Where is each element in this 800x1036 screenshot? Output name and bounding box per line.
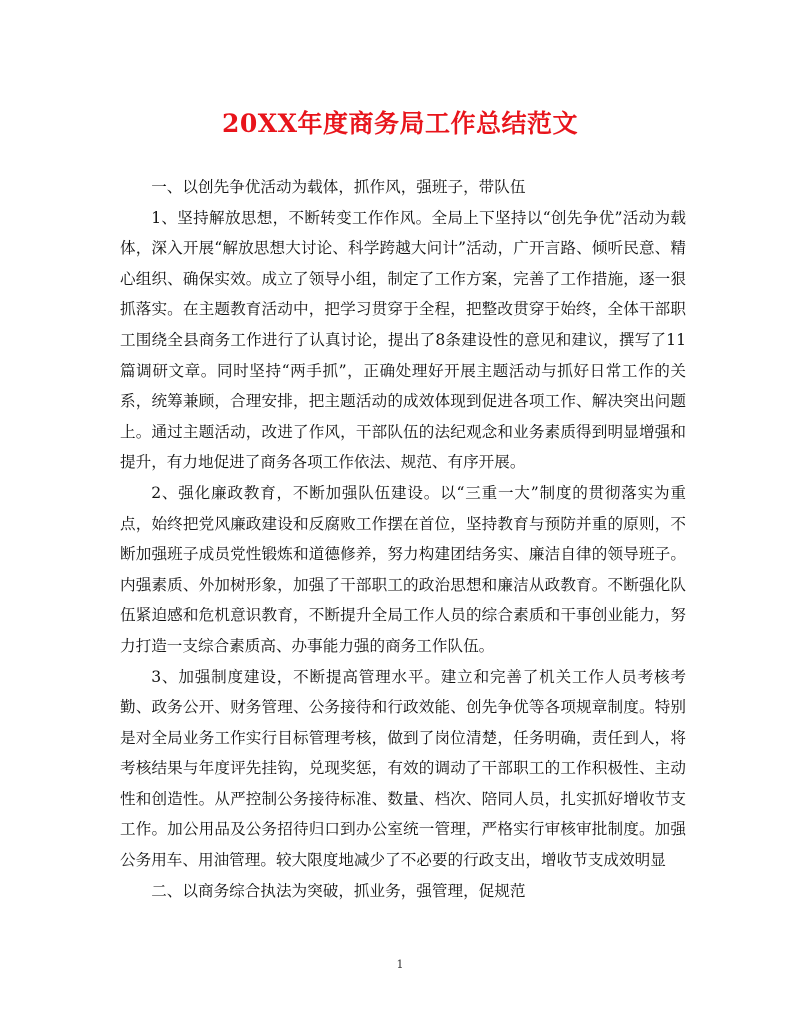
document-title: 20XX年度商务局工作总结范文 <box>221 109 579 138</box>
section-heading-2: 二、以商务综合执法为突破，抓业务，强管理，促规范 <box>151 881 526 900</box>
page-number: 1 <box>396 958 404 971</box>
paragraph-1: 1、坚持解放思想，不断转变工作作风。全局上下坚持以“创先争优”活动为载体，深入开展“解放思想大讨论、科学跨越大问计”活动，广开言路、倾听民意、精心组织、确保实效。成立了领导小组，制定了工作方案，完善了工作措施，逐一狠抓落实。在主题教育活动中，把学习贯穿于全程，把整改贯穿于始终，全体干部职工围绕全县商务工作进行了认真讨论，提出了8条建设性的意见和建议，撰写了11篇调研文章。同时坚持“两手抓”，正确处理好开展主题活动与抓好日常工作的关系，统筹兼顾，合理安排，把主题活动的成效体现到促进各项工作、解决突出问题上。通过主题活动，改进了作风，干部队伍的法纪观念和业务素质得到明显增强和提升，有力地促进了商务各项工作依法、规范、有序开展。 <box>120 208 686 472</box>
section-heading-1: 一、以创先争优活动为载体，抓作风，强班子，带队伍 <box>151 178 526 196</box>
paragraph-2: 2、强化廉政教育，不断加强队伍建设。以“三重一大”制度的贯彻落实为重点，始终把党风廉政建设和反腐败工作摆在首位，坚持教育与预防并重的原则，不断加强班子成员党性锻炼和道德修养，努力构建团结务实、廉洁自律的领导班子。内强素质、外加树形象，加强了干部职工的政治思想和廉洁从政教育。不断强化队伍紧迫感和危机意识教育，不断提升全局工作人员的综合素质和干事创业能力，努力打造一支综合素质高、办事能力强的商务工作队伍。 <box>120 483 686 655</box>
document-body <box>120 172 686 906</box>
paragraph-3: 3、加强制度建设，不断提高管理水平。建立和完善了机关工作人员考核考勤、政务公开、财务管理、公务接待和行政效能、创先争优等各项规章制度。特别是对全局业务工作实行目标管理考核，做到了岗位清楚，任务明确，责任到人，将考核结果与年度评先挂钩，兑现奖惩，有效的调动了干部职工的工作积极性、主动性和创造性。从严控制公务接待标准、数量、档次、陪同人员，扎实抓好增收节支工作。加公用品及公务招待归口到办公室统一管理，严格实行审核审批制度。加强公务用车、用油管理。较大限度地减少了不必要的行政支出，增收节支成效明显 <box>120 667 686 870</box>
